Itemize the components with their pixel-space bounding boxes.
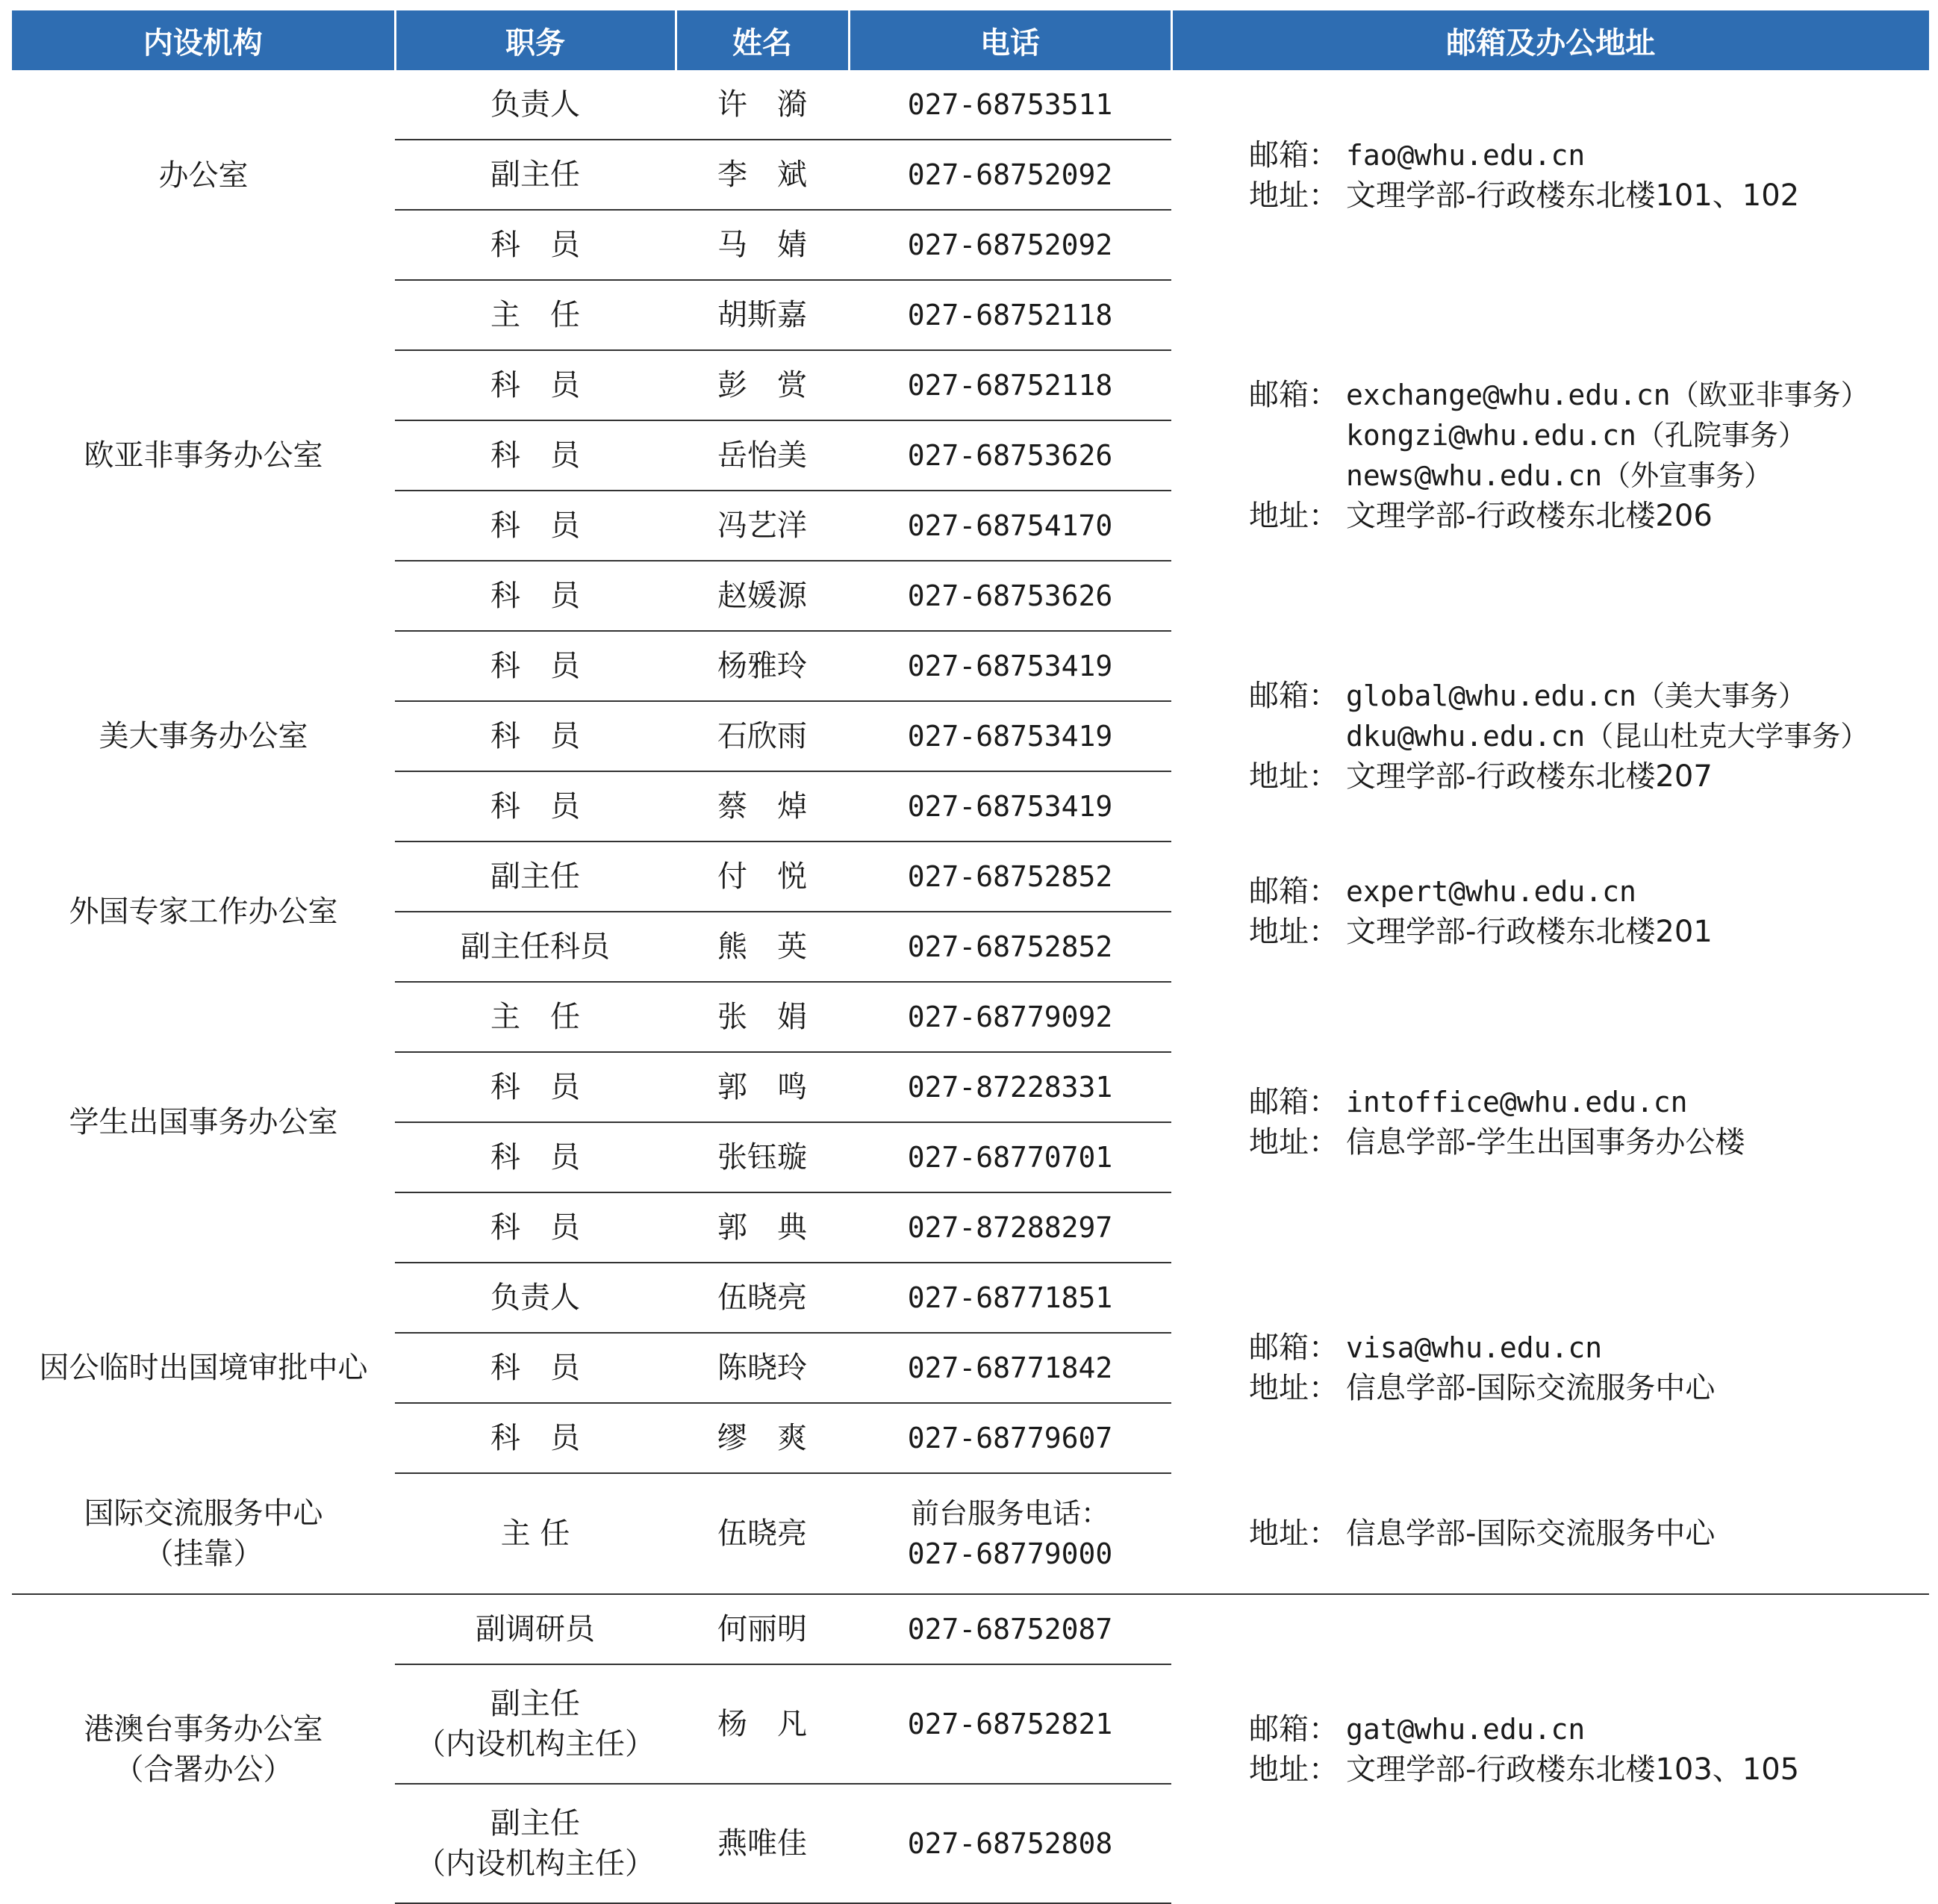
phone-text: 027-68770701 xyxy=(907,1141,1113,1174)
position-text: 科 员 xyxy=(490,1351,580,1385)
contact-cell xyxy=(1171,631,1929,841)
name-cell: 杨 凡 xyxy=(676,1664,849,1784)
phone-text: 027-68753419 xyxy=(907,650,1113,682)
phone-cell xyxy=(849,561,1171,631)
email-label: 邮箱： xyxy=(1249,874,1339,909)
position-text: 科 员 xyxy=(490,649,580,683)
phone-text: 027-87288297 xyxy=(907,1211,1113,1244)
position-text: 科 员 xyxy=(490,1421,580,1455)
table-row xyxy=(12,280,1929,350)
email-label: 邮箱： xyxy=(1249,1085,1339,1119)
address-label: 地址： xyxy=(1249,915,1339,949)
email-label: 邮箱： xyxy=(1249,679,1339,713)
org-cell xyxy=(12,841,395,982)
phone-cell xyxy=(849,1263,1171,1333)
position-cell xyxy=(395,210,676,280)
position-text: （内设机构主任） xyxy=(416,1727,655,1761)
position-text: 副主任 xyxy=(490,1806,580,1841)
phone-text: 027-68779607 xyxy=(907,1422,1113,1455)
position-cell xyxy=(395,1473,676,1594)
org-cell xyxy=(12,70,395,280)
email-link[interactable]: global@whu.edu.cn（美大事务） xyxy=(1346,679,1807,712)
position-text: 科 员 xyxy=(490,1210,580,1245)
email-line xyxy=(1249,375,1929,415)
email-line xyxy=(1249,1709,1929,1749)
position-cell xyxy=(395,631,676,701)
position-cell xyxy=(395,1333,676,1403)
position-cell xyxy=(395,561,676,631)
phone-text: 前台服务电话： xyxy=(910,1497,1109,1530)
address-line xyxy=(1249,756,1929,797)
name-cell: 岳怡美 xyxy=(676,420,849,491)
address-label: 地址： xyxy=(1249,499,1339,533)
phone-cell xyxy=(849,1052,1171,1122)
position-cell xyxy=(395,1052,676,1122)
org-cell xyxy=(12,280,395,631)
email-line xyxy=(1249,455,1929,496)
email-link[interactable]: exchange@whu.edu.cn（欧亚非事务） xyxy=(1346,379,1869,411)
org-cell xyxy=(12,1473,395,1594)
position-cell xyxy=(395,701,676,771)
address-line xyxy=(1249,1122,1929,1163)
phone-text: 027-68771851 xyxy=(907,1281,1113,1314)
contact-cell xyxy=(1171,280,1929,631)
position-cell xyxy=(395,1403,676,1473)
address-text: 文理学部-行政楼东北楼207 xyxy=(1346,759,1713,794)
contact-cell xyxy=(1171,982,1929,1263)
email-line xyxy=(1249,1082,1929,1122)
org-name: 外国专家工作办公室 xyxy=(69,895,338,929)
position-text: 负责人 xyxy=(490,87,580,122)
address-text: 文理学部-行政楼东北楼103、105 xyxy=(1346,1752,1800,1787)
email-line xyxy=(1249,716,1929,756)
address-line xyxy=(1249,175,1929,216)
email-link[interactable]: intoffice@whu.edu.cn xyxy=(1346,1086,1688,1119)
phone-text: 027-68753419 xyxy=(907,720,1113,753)
phone-text: 027-68752118 xyxy=(907,369,1113,402)
org-name: 港澳台事务办公室 xyxy=(84,1711,323,1746)
phone-cell xyxy=(849,1784,1171,1903)
header-row xyxy=(12,10,1929,70)
org-name: 欧亚非事务办公室 xyxy=(84,438,323,473)
email-link[interactable]: dku@whu.edu.cn（昆山杜克大学事务） xyxy=(1346,720,1869,753)
phone-text: 027-68753511 xyxy=(907,88,1113,121)
org-cell xyxy=(12,631,395,841)
table-row xyxy=(12,841,1929,912)
name-cell: 燕唯佳 xyxy=(676,1784,849,1903)
position-cell xyxy=(395,491,676,561)
phone-text: 027-68779092 xyxy=(907,1001,1113,1033)
header-phone: 电话 xyxy=(849,10,1171,70)
phone-cell xyxy=(849,982,1171,1052)
phone-text: 027-68752087 xyxy=(907,1613,1113,1646)
contact-cell xyxy=(1171,841,1929,982)
name-cell: 郭 鸣 xyxy=(676,1052,849,1122)
phone-text: 027-68752821 xyxy=(907,1708,1113,1740)
position-text: 主 任 xyxy=(490,1000,580,1034)
email-label: 邮箱： xyxy=(1249,378,1339,412)
phone-cell xyxy=(849,1473,1171,1594)
address-line xyxy=(1249,912,1929,952)
org-name: 因公临时出国境审批中心 xyxy=(39,1351,368,1385)
position-cell xyxy=(395,1263,676,1333)
phone-text: 027-68753419 xyxy=(907,790,1113,823)
address-label: 地址： xyxy=(1249,1516,1339,1551)
phone-cell xyxy=(849,280,1171,350)
table-body xyxy=(12,70,1929,1903)
phone-text: 027-68752092 xyxy=(907,158,1113,191)
address-line xyxy=(1249,1368,1929,1408)
phone-text: 027-68752852 xyxy=(907,930,1113,963)
contact-table xyxy=(12,10,1929,1904)
org-name: （挂靠） xyxy=(143,1536,264,1571)
phone-text: 027-68779000 xyxy=(907,1537,1113,1570)
header-contact: 邮箱及办公地址 xyxy=(1171,10,1929,70)
address-text: 信息学部-学生出国事务办公楼 xyxy=(1346,1125,1745,1160)
table-row xyxy=(12,982,1929,1052)
position-cell xyxy=(395,1784,676,1903)
address-label: 地址： xyxy=(1249,1752,1339,1787)
position-text: 科 员 xyxy=(490,579,580,613)
position-cell xyxy=(395,841,676,912)
address-text: 文理学部-行政楼东北楼101、102 xyxy=(1346,178,1800,213)
position-cell xyxy=(395,1122,676,1192)
phone-cell xyxy=(849,350,1171,420)
header-org: 内设机构 xyxy=(12,10,395,70)
name-cell: 马 婧 xyxy=(676,210,849,280)
table-row xyxy=(12,70,1929,140)
position-cell xyxy=(395,771,676,841)
org-name: 办公室 xyxy=(158,158,249,193)
address-text: 信息学部-国际交流服务中心 xyxy=(1346,1516,1716,1551)
org-name: 美大事务办公室 xyxy=(99,719,308,753)
name-cell: 伍晓亮 xyxy=(676,1473,849,1594)
name-cell: 许 漪 xyxy=(676,70,849,140)
name-cell: 郭 典 xyxy=(676,1192,849,1263)
org-cell xyxy=(12,1594,395,1903)
position-text: 副主任 xyxy=(490,1687,580,1721)
name-cell: 伍晓亮 xyxy=(676,1263,849,1333)
position-text: 科 员 xyxy=(490,1140,580,1175)
phone-cell xyxy=(849,420,1171,491)
name-cell: 胡斯嘉 xyxy=(676,280,849,350)
address-label: 地址： xyxy=(1249,1371,1339,1405)
name-cell: 彭 赏 xyxy=(676,350,849,420)
org-cell xyxy=(12,1263,395,1473)
address-text: 文理学部-行政楼东北楼206 xyxy=(1346,499,1713,533)
table-row xyxy=(12,1594,1929,1664)
email-link[interactable]: visa@whu.edu.cn xyxy=(1346,1331,1603,1364)
header-name: 姓名 xyxy=(676,10,849,70)
address-line xyxy=(1249,496,1929,536)
position-cell xyxy=(395,1192,676,1263)
org-cell xyxy=(12,982,395,1263)
phone-text: 027-68754170 xyxy=(907,509,1113,542)
phone-cell xyxy=(849,140,1171,210)
email-link[interactable]: fao@whu.edu.cn xyxy=(1346,138,1586,172)
name-cell: 赵媛源 xyxy=(676,561,849,631)
position-text: 科 员 xyxy=(490,1070,580,1104)
name-cell: 缪 爽 xyxy=(676,1403,849,1473)
phone-cell xyxy=(849,491,1171,561)
phone-text: 027-68753626 xyxy=(907,439,1113,472)
org-name: （合署办公） xyxy=(113,1752,293,1787)
position-text: 副主任 xyxy=(490,859,580,894)
phone-cell xyxy=(849,841,1171,912)
name-cell: 何丽明 xyxy=(676,1594,849,1664)
contact-cell xyxy=(1171,1594,1929,1903)
position-text: 负责人 xyxy=(490,1281,580,1315)
position-text: 科 员 xyxy=(490,228,580,262)
address-label: 地址： xyxy=(1249,1125,1339,1160)
phone-text: 027-68752092 xyxy=(907,228,1113,261)
name-cell: 熊 英 xyxy=(676,912,849,982)
email-link[interactable]: kongzi@whu.edu.cn（孔院事务） xyxy=(1346,419,1807,452)
position-text: 科 员 xyxy=(490,719,580,753)
phone-cell xyxy=(849,1192,1171,1263)
name-cell: 石欣雨 xyxy=(676,701,849,771)
phone-cell xyxy=(849,70,1171,140)
phone-cell xyxy=(849,1333,1171,1403)
address-label: 地址： xyxy=(1249,759,1339,794)
phone-cell xyxy=(849,1594,1171,1664)
name-cell: 张 娟 xyxy=(676,982,849,1052)
phone-cell xyxy=(849,912,1171,982)
org-name: 国际交流服务中心 xyxy=(84,1496,323,1531)
position-text: 主 任 xyxy=(490,298,580,332)
address-text: 文理学部-行政楼东北楼201 xyxy=(1346,915,1713,949)
position-cell xyxy=(395,912,676,982)
table-row xyxy=(12,1263,1929,1333)
address-line xyxy=(1249,1513,1929,1554)
name-cell: 张钰璇 xyxy=(676,1122,849,1192)
table-row xyxy=(12,631,1929,701)
phone-text: 027-68752852 xyxy=(907,860,1113,893)
phone-cell xyxy=(849,701,1171,771)
email-line xyxy=(1249,135,1929,175)
phone-text: 027-68752118 xyxy=(907,299,1113,332)
position-text: 副调研员 xyxy=(476,1612,595,1646)
position-cell xyxy=(395,350,676,420)
position-text: 科 员 xyxy=(490,508,580,543)
email-link[interactable]: gat@whu.edu.cn xyxy=(1346,1712,1586,1746)
email-line xyxy=(1249,676,1929,716)
position-text: 科 员 xyxy=(490,789,580,824)
phone-cell xyxy=(849,1403,1171,1473)
position-cell xyxy=(395,140,676,210)
phone-cell xyxy=(849,210,1171,280)
contact-cell xyxy=(1171,1473,1929,1594)
header-position: 职务 xyxy=(395,10,676,70)
position-cell xyxy=(395,280,676,350)
address-line xyxy=(1249,1749,1929,1790)
contact-cell xyxy=(1171,1263,1929,1473)
position-cell xyxy=(395,70,676,140)
email-line xyxy=(1249,871,1929,912)
position-text: 副主任 xyxy=(490,158,580,192)
email-link[interactable]: expert@whu.edu.cn xyxy=(1346,875,1636,908)
phone-text: 027-68752808 xyxy=(907,1827,1113,1860)
phone-text: 027-68753626 xyxy=(907,579,1113,612)
position-text: 科 员 xyxy=(490,438,580,473)
email-line xyxy=(1249,1328,1929,1368)
email-label: 邮箱： xyxy=(1249,137,1339,172)
position-text: （内设机构主任） xyxy=(416,1847,655,1881)
position-cell xyxy=(395,1594,676,1664)
name-cell: 李 斌 xyxy=(676,140,849,210)
contact-cell xyxy=(1171,70,1929,280)
position-text: 主 任 xyxy=(500,1516,570,1551)
name-cell: 陈晓玲 xyxy=(676,1333,849,1403)
name-cell: 付 悦 xyxy=(676,841,849,912)
position-text: 科 员 xyxy=(490,368,580,402)
position-cell xyxy=(395,1664,676,1784)
email-line xyxy=(1249,415,1929,455)
org-name: 学生出国事务办公室 xyxy=(69,1105,338,1139)
phone-cell xyxy=(849,1122,1171,1192)
phone-cell xyxy=(849,771,1171,841)
position-cell xyxy=(395,420,676,491)
phone-cell xyxy=(849,631,1171,701)
email-label: 邮箱： xyxy=(1249,1331,1339,1365)
position-cell xyxy=(395,982,676,1052)
phone-cell xyxy=(849,1664,1171,1784)
address-label: 地址： xyxy=(1249,178,1339,213)
name-cell: 杨雅玲 xyxy=(676,631,849,701)
table-row xyxy=(12,1473,1929,1594)
phone-text: 027-87228331 xyxy=(907,1071,1113,1104)
phone-text: 027-68771842 xyxy=(907,1351,1113,1384)
email-link[interactable]: news@whu.edu.cn（外宣事务） xyxy=(1346,459,1773,492)
address-text: 信息学部-国际交流服务中心 xyxy=(1346,1371,1716,1405)
position-text: 副主任科员 xyxy=(461,930,610,964)
name-cell: 冯艺洋 xyxy=(676,491,849,561)
name-cell: 蔡 焯 xyxy=(676,771,849,841)
email-label: 邮箱： xyxy=(1249,1711,1339,1746)
